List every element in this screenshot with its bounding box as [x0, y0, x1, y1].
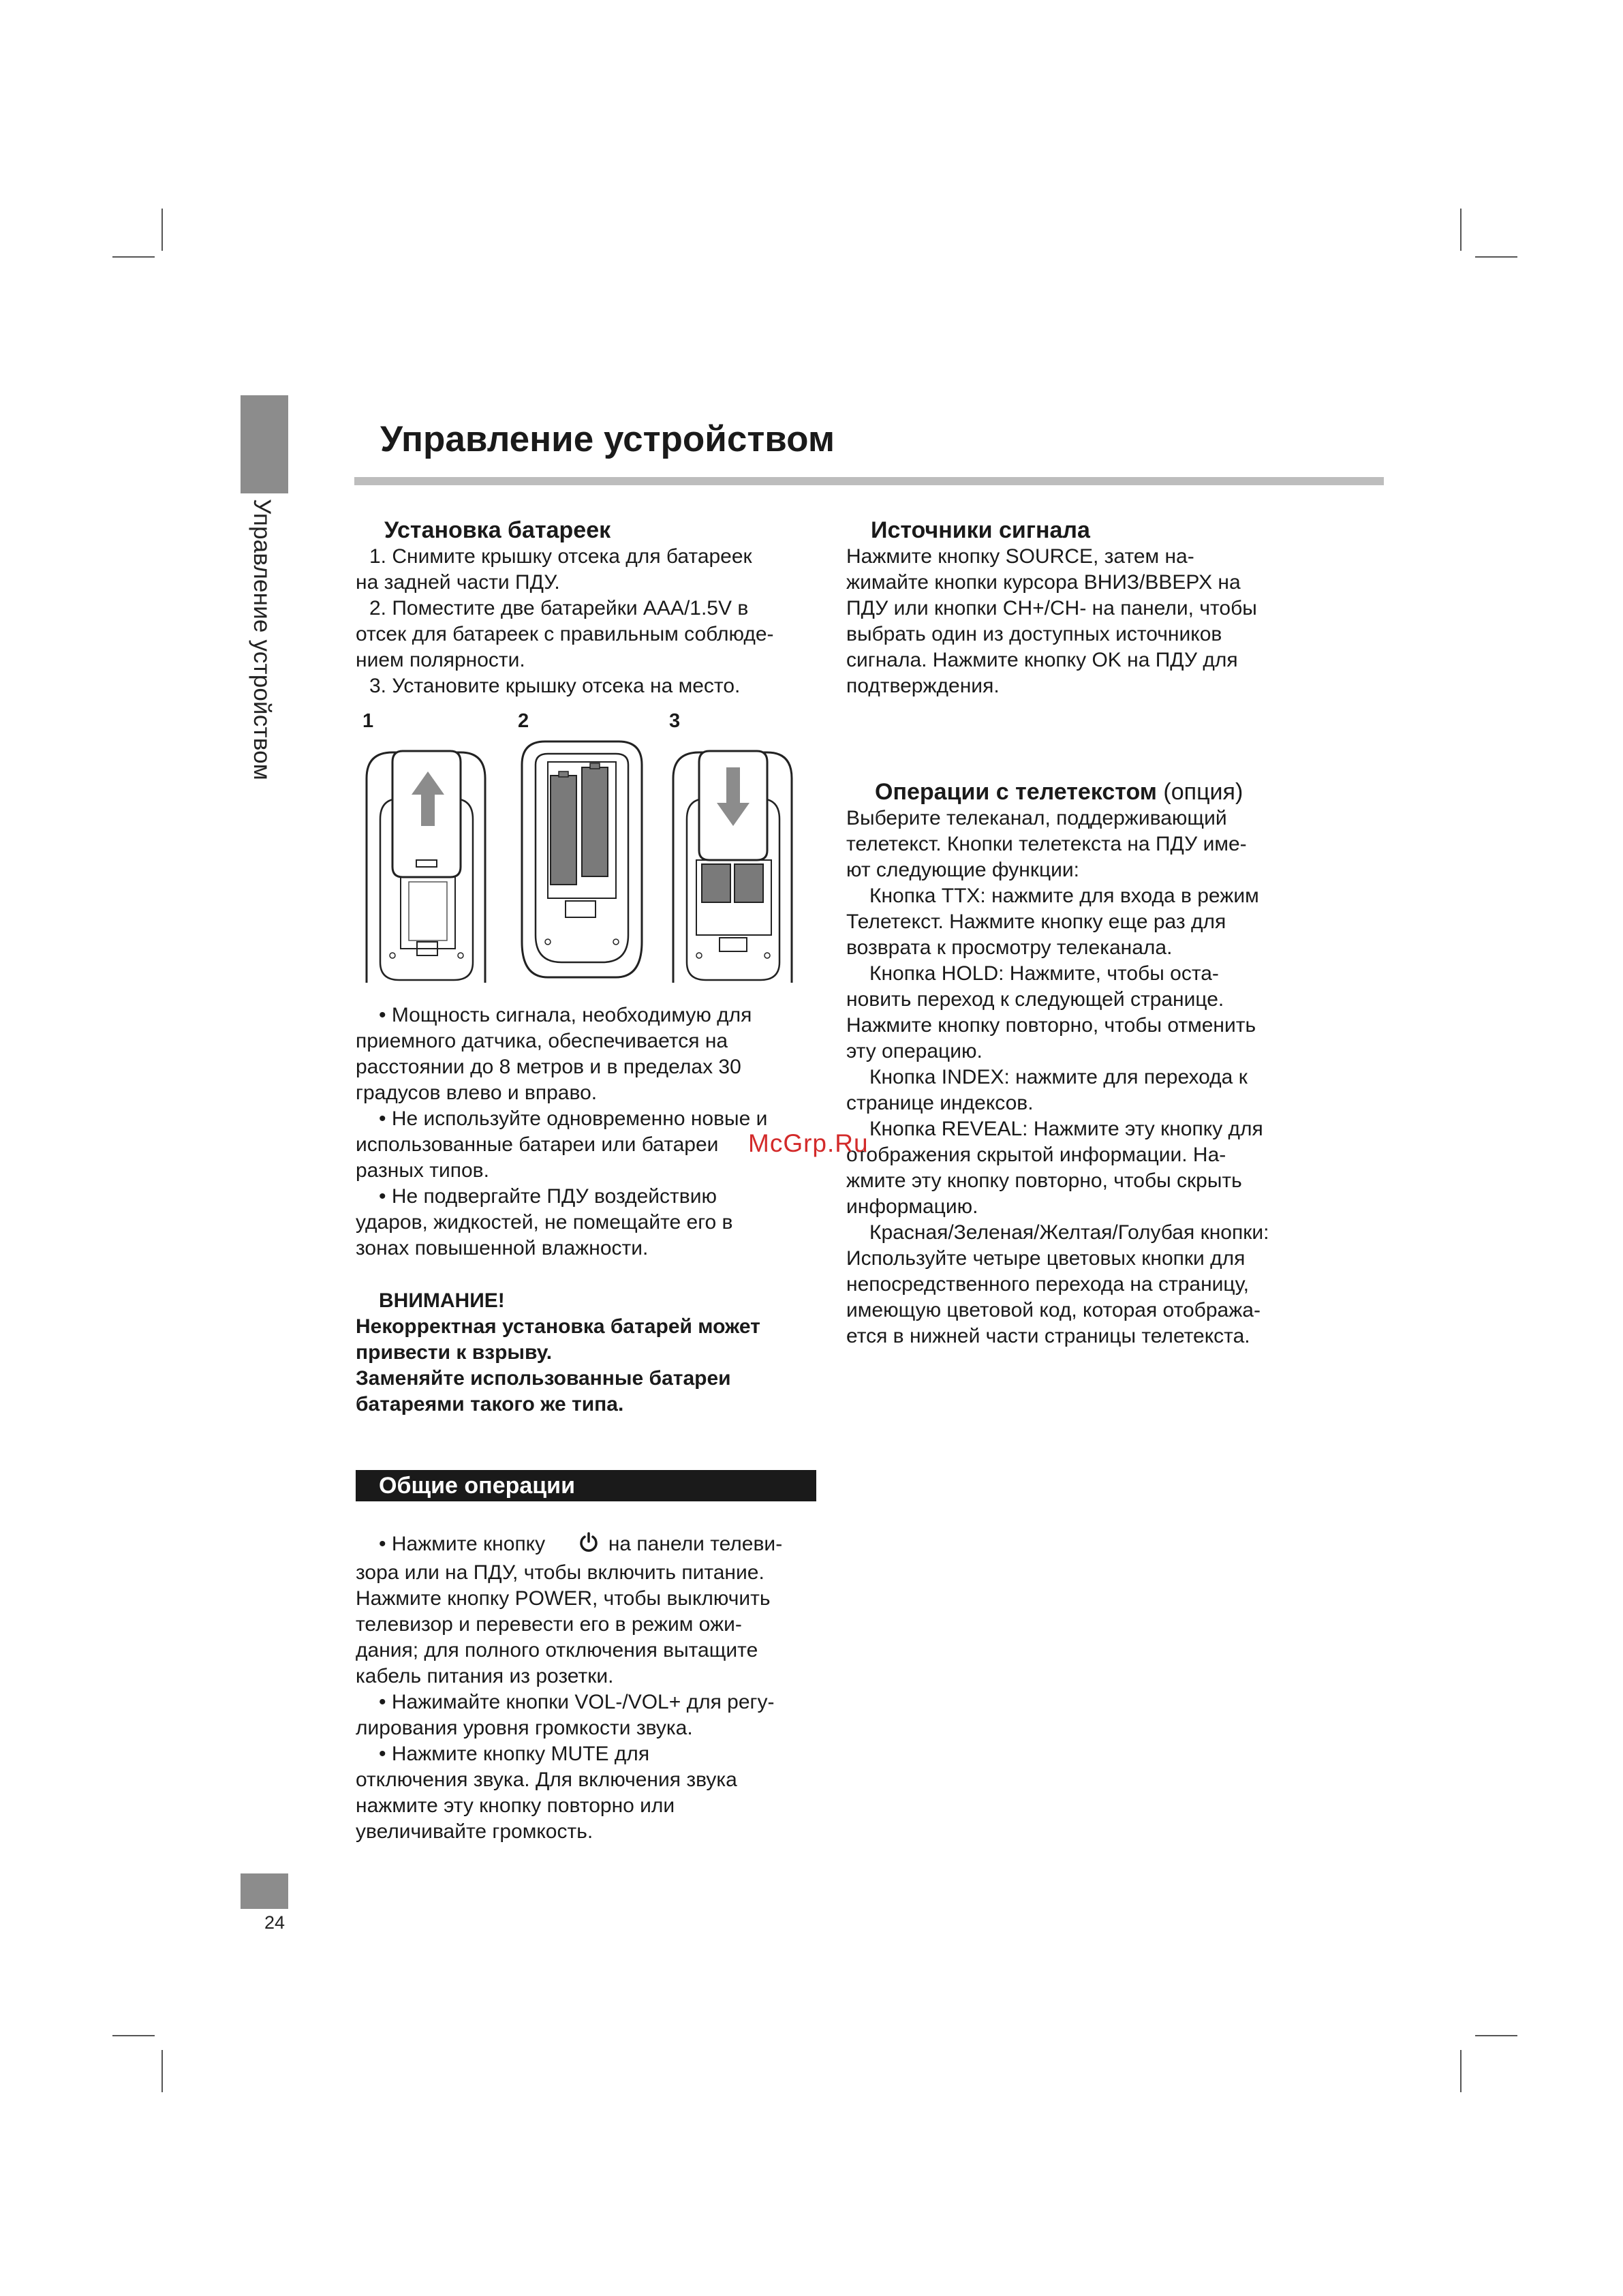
teletext-line: ют следующие функции: [846, 859, 1079, 881]
battery-heading: Установка батареек [384, 517, 611, 543]
sources-section [846, 517, 1323, 699]
crop-mark [161, 209, 163, 251]
teletext-line: эту операцию. [846, 1040, 983, 1062]
warning-line: привести к взрыву. [356, 1341, 553, 1364]
page-number: 24 [264, 1912, 285, 1933]
sources-heading: Источники сигнала [871, 517, 1090, 543]
battery-section [356, 517, 819, 699]
general-line: увеличивайте громкость. [356, 1820, 593, 1843]
teletext-heading [846, 778, 1323, 806]
general-line: зора или на ПДУ, чтобы включить питание. [356, 1561, 764, 1584]
title-rule [354, 477, 1384, 485]
teletext-line: Нажмите кнопку повторно, чтобы отменить [846, 1014, 1256, 1037]
warning-line: Заменяйте использованные батареи [356, 1367, 731, 1390]
crop-mark [112, 2035, 155, 2036]
crop-mark [161, 2050, 163, 2092]
general-line-post: на панели телеви- [608, 1533, 783, 1555]
teletext-line: странице индексов. [846, 1092, 1034, 1114]
note-line: разных типов. [356, 1159, 489, 1182]
remote-illustration-1 [365, 737, 488, 983]
battery-line: 3. Установите крышку отсека на место. [369, 675, 741, 697]
sources-line: выбрать один из доступных источников [846, 623, 1222, 645]
teletext-line: возврата к просмотру телеканала. [846, 936, 1173, 959]
teletext-line: Телетекст. Нажмите кнопку еще раз для [846, 910, 1226, 933]
teletext-line: Красная/Зеленая/Желтая/Голубая кнопки: [869, 1221, 1269, 1244]
teletext-line: ется в нижней части страницы телетекста. [846, 1325, 1250, 1347]
power-icon [555, 1531, 599, 1560]
battery-line: 2. Поместите две батарейки AAA/1.5V в [369, 597, 749, 619]
note-line: градусов влево и вправо. [356, 1082, 598, 1104]
general-line: • Нажимайте кнопки VOL-/VOL+ для регу- [379, 1691, 775, 1713]
teletext-line: Используйте четыре цветовых кнопки для [846, 1247, 1246, 1270]
note-line: • Мощность сигнала, необходимую для [379, 1004, 752, 1026]
note-line: • Не подвергайте ПДУ воздействию [379, 1185, 717, 1208]
teletext-line: телетекст. Кнопки телетекста на ПДУ име- [846, 833, 1247, 855]
teletext-line: отображения скрытой информации. На- [846, 1144, 1226, 1166]
page-title: Управление устройством [380, 419, 835, 459]
teletext-line: Кнопка HOLD: Нажмите, чтобы оста- [869, 962, 1219, 985]
teletext-line: новить переход к следующей странице. [846, 988, 1224, 1011]
teletext-line: Кнопка TTX: нажмите для входа в режим [869, 885, 1259, 907]
note-line: расстоянии до 8 метров и в пределах 30 [356, 1056, 741, 1078]
battery-line: отсек для батареек с правильным соблюде- [356, 623, 774, 645]
general-line: кабель питания из розетки. [356, 1665, 614, 1687]
teletext-line: информацию. [846, 1195, 978, 1218]
general-line: дания; для полного отключения вытащите [356, 1639, 758, 1662]
general-section [356, 1531, 819, 1845]
step-label-1: 1 [362, 710, 374, 732]
remote-illustration-3 [672, 737, 794, 983]
teletext-line: Кнопка INDEX: нажмите для перехода к [869, 1066, 1248, 1088]
warning-line: Некорректная установка батарей может [356, 1315, 760, 1338]
teletext-heading-text: Операции с телетекстом [875, 779, 1157, 805]
general-line: отключения звука. Для включения звука [356, 1769, 737, 1791]
teletext-heading-suffix: (опция) [1163, 779, 1243, 805]
page-number-tab [241, 1873, 288, 1909]
general-line: нажмите эту кнопку повторно или [356, 1794, 675, 1817]
warning-line: батареями такого же типа. [356, 1393, 624, 1415]
general-heading: Общие операции [356, 1470, 816, 1501]
battery-line: нием полярности. [356, 649, 525, 671]
teletext-section [846, 778, 1323, 1349]
note-line: ударов, жидкостей, не помещайте его в [356, 1211, 733, 1234]
side-label: Управление устройством [249, 499, 275, 781]
crop-mark [1475, 2035, 1517, 2036]
battery-line: на задней части ПДУ. [356, 571, 560, 594]
step-label-2: 2 [518, 710, 529, 732]
general-line [356, 1531, 819, 1560]
warning-block [356, 1288, 819, 1418]
general-line: телевизор и перевести его в режим ожи- [356, 1613, 742, 1636]
sources-line: сигнала. Нажмите кнопку OK на ПДУ для [846, 649, 1238, 671]
teletext-line: Выберите телеканал, поддерживающий [846, 807, 1227, 829]
sources-line: подтверждения. [846, 675, 1000, 697]
side-tab [241, 395, 288, 493]
sources-line: жимайте кнопки курсора ВНИЗ/ВВЕРХ на [846, 571, 1241, 594]
general-line: • Нажмите кнопку MUTE для [379, 1743, 650, 1765]
warning-heading: ВНИМАНИЕ! [379, 1289, 505, 1312]
crop-mark [112, 256, 155, 258]
general-line-pre: • Нажмите кнопку [379, 1533, 546, 1555]
teletext-line: Кнопка REVEAL: Нажмите эту кнопку для [869, 1118, 1263, 1140]
crop-mark [1475, 256, 1517, 258]
sources-line: ПДУ или кнопки CH+/CH- на панели, чтобы [846, 597, 1257, 619]
teletext-line: имеющую цветовой код, которая отобража- [846, 1299, 1261, 1321]
note-line: приемного датчика, обеспечивается на [356, 1030, 728, 1052]
sources-line: Нажмите кнопку SOURCE, затем на- [846, 545, 1194, 568]
note-line: • Не используйте одновременно новые и [379, 1107, 768, 1130]
teletext-line: непосредственного перехода на страницу, [846, 1273, 1249, 1296]
teletext-line: жмите эту кнопку повторно, чтобы скрыть [846, 1169, 1242, 1192]
note-line: использованные батареи или батареи [356, 1133, 719, 1156]
note-line: зонах повышенной влажности. [356, 1237, 649, 1259]
step-label-3: 3 [669, 710, 681, 732]
general-line: лирования уровня громкости звука. [356, 1717, 693, 1739]
remote-illustration-2 [521, 737, 643, 983]
crop-mark [1460, 209, 1462, 251]
watermark: McGrp.Ru [748, 1129, 869, 1157]
general-line: Нажмите кнопку POWER, чтобы выключить [356, 1587, 771, 1610]
battery-line: 1. Снимите крышку отсека для батареек [369, 545, 752, 568]
crop-mark [1460, 2050, 1462, 2092]
battery-illustrations [356, 710, 819, 983]
